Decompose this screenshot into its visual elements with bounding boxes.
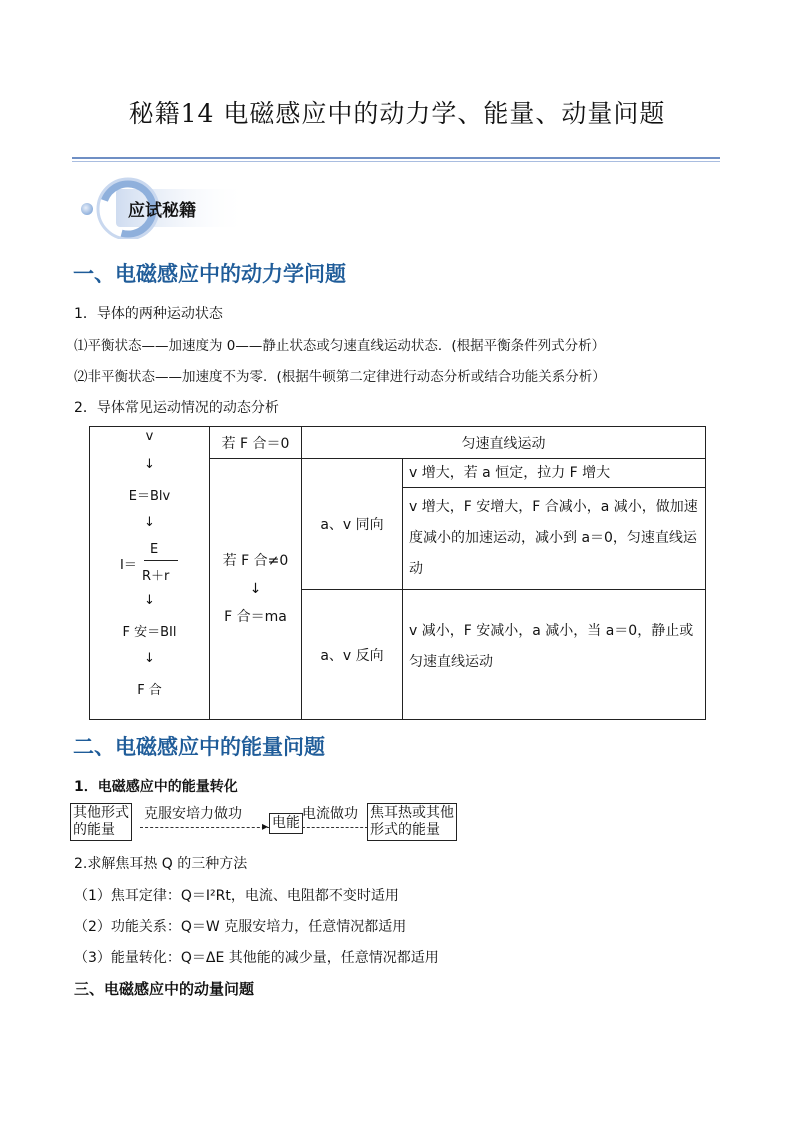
flow-current: I＝ <box>120 558 137 573</box>
opposite-direction-cell: a、v 反向 <box>302 590 403 720</box>
uniform-motion-cell: 匀速直线运动 <box>302 427 706 459</box>
flow-denominator: R＋r <box>142 569 170 584</box>
title-rule-thin <box>72 161 720 162</box>
flow-arrow: ↓ <box>144 651 155 666</box>
if-nonzero-cell <box>210 459 302 720</box>
s1-p1: 1．导体的两种运动状态 <box>74 306 223 322</box>
method-energy: （3）能量转化：Q＝ΔE 其他能的减少量，任意情况都适用 <box>74 950 439 966</box>
badge-label: 应试秘籍 <box>128 201 196 221</box>
result-row-2: v 增大，F 安增大，F 合减小，a 减小，做加速度减小的加速运动，减小到 a＝0，匀速直线运动 <box>403 488 706 590</box>
result-row-1: v 增大，若 a 恒定，拉力 F 增大 <box>403 459 706 488</box>
s2-p2: 2.求解焦耳热 Q 的三种方法 <box>74 856 248 872</box>
flow-arrow: ↓ <box>144 515 155 530</box>
section1-heading: 一、电磁感应中的动力学问题 <box>73 262 346 286</box>
title-rule <box>72 157 720 159</box>
section-badge <box>80 175 250 239</box>
flow-ampere-force: F 安＝BIl <box>122 625 177 640</box>
s1-p3: ⑵非平衡状态——加速度不为零．(根据牛顿第二定律进行动态分析或结合功能关系分析） <box>74 369 606 385</box>
flow-numerator: E <box>150 542 159 557</box>
flow-v: v <box>145 429 154 444</box>
arrowhead-1-icon: ▸ <box>262 819 269 833</box>
flow-arrow-1 <box>140 827 270 828</box>
result-row-3: v 减小，F 安减小，a 减小，当 a＝0，静止或匀速直线运动 <box>403 590 706 720</box>
method-joule: （1）焦耳定律：Q＝I²Rt，电流、电阻都不变时适用 <box>74 888 399 904</box>
flow-arrow: ↓ <box>144 593 155 608</box>
box-other-energy: 其他形式 的能量 <box>70 803 132 841</box>
box-joule-heat: 焦耳热或其他 形式的能量 <box>367 803 457 841</box>
method-work: （2）功能关系：Q＝W 克服安培力，任意情况都适用 <box>74 919 407 935</box>
newton-law-text: F 合＝ma <box>224 609 287 625</box>
same-direction-cell: a、v 同向 <box>302 459 403 590</box>
if-zero-cell: 若 F 合＝0 <box>210 427 302 459</box>
if-nonzero-text: 若 F 合≠0 <box>222 553 289 569</box>
s1-p4: 2．导体常见运动情况的动态分析 <box>74 400 279 416</box>
section2-heading: 二、电磁感应中的能量问题 <box>73 735 325 759</box>
fraction-bar <box>144 560 178 561</box>
box-electric-energy: 电能 <box>269 813 303 834</box>
dynamics-table <box>89 426 706 720</box>
page-title: 秘籍14 电磁感应中的动力学、能量、动量问题 <box>128 99 666 128</box>
s1-p2: ⑴平衡状态——加速度为 0——静止状态或匀速直线运动状态．(根据平衡条件列式分析） <box>74 338 606 354</box>
flow-arrow-2 <box>302 827 368 828</box>
energy-flow-diagram <box>70 803 490 843</box>
flow-net-force: F 合 <box>137 683 162 698</box>
if-nonzero-arrow: ↓ <box>249 581 262 597</box>
label-overcome-ampere: 克服安培力做功 <box>144 806 242 822</box>
flow-emf: E＝Blv <box>128 489 171 504</box>
flow-arrow: ↓ <box>144 457 155 472</box>
label-current-work: 电流做功 <box>302 806 358 822</box>
s2-p1: 1．电磁感应中的能量转化 <box>74 779 238 795</box>
flow-chain-cell <box>90 427 210 720</box>
section3-heading: 三、电磁感应中的动量问题 <box>74 980 255 998</box>
